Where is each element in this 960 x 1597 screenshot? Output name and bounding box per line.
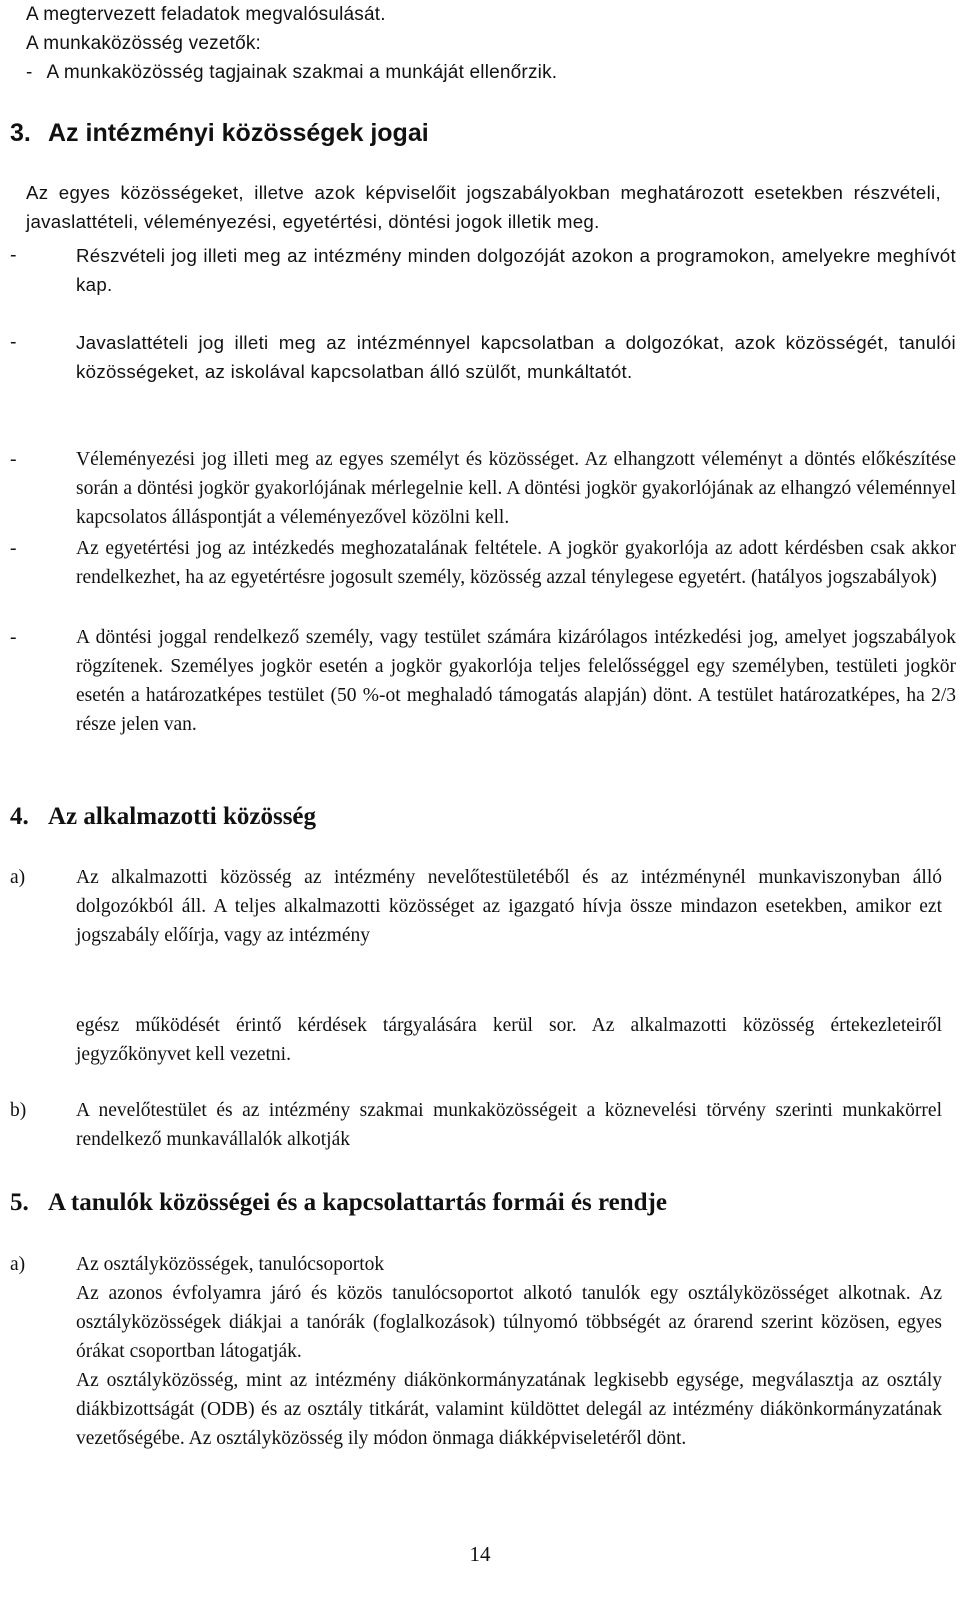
rights-item-4-text: Az egyetértési jog az intézkedés meghozatalának feltétele. A jogkör gyakorlója az adott kérdésben csak akkor rendelkezhet, ha az egyetértésre jogosult személy, közösség azzal ténylegese egyetért. (hatályos jogszabályok) bbox=[76, 538, 956, 588]
section-5-a-paragraph-2: Az osztályközösség, mint az intézmény diákönkormányzatának legkisebb egysége, megválasztja az osztály diákbizottságát (ODB) és az osztály titkárát, valamint küldöttet delegál az intézmény diákönkormányzatának vezetőségébe. Az osztályközösség ily módon önmaga diákképviseletéről dönt. bbox=[76, 1370, 942, 1449]
section-4-a-text-part1: Az alkalmazotti közösség az intézmény nevelőtestületéből és az intézménynél munkaviszonyban álló dolgozókból áll. A teljes alkalmazotti közösséget az igazgató hívja össze mindazon esetekben, amikor ezt jogszabály előírja, vagy az intézmény bbox=[76, 867, 942, 946]
rights-item-2-mark: - bbox=[10, 331, 17, 353]
intro-bullet bbox=[26, 58, 557, 87]
section-3-number: 3. bbox=[10, 119, 31, 147]
intro-line-1: A megtervezett feladatok megvalósulását. bbox=[26, 4, 386, 25]
section-5-heading bbox=[10, 1188, 667, 1218]
section-4-b-label: b) bbox=[10, 1100, 27, 1121]
intro-bullet-mark: - bbox=[26, 62, 33, 83]
section-3-heading bbox=[10, 118, 429, 148]
rights-item-5-text: A döntési joggal rendelkező személy, vagy testület számára kizárólagos intézkedési jog, amelyet jogszabályok rögzítenek. Személyes jogkör esetén a jogkör gyakorlója teljes felelősséggel egy személyben, testületi jogkör esetén a határozatképes testület (50 %-ot meghaladó támogatás alapján) dönt. A testület határozatképes, ha 2/3 része jelen van. bbox=[76, 627, 956, 735]
section-5-a-label: a) bbox=[10, 1254, 26, 1275]
section-4-number: 4. bbox=[10, 803, 29, 830]
section-4-title: Az alkalmazotti közösség bbox=[48, 803, 317, 830]
rights-item-3-text: Véleményezési jog illeti meg az egyes személyt és közösséget. Az elhangzott véleményt a döntés előkészítése során a döntési jogkör gyakorlójának mérlegelnie kell. A döntési jogkör gyakorlójának az elhangzó véleménnyel kapcsolatos álláspontját a véleményezővel közölni kell. bbox=[76, 449, 956, 528]
rights-item-1-text: Részvételi jog illeti meg az intézmény minden dolgozóját azokon a programokon, amelyekre meghívót kap. bbox=[76, 245, 956, 295]
rights-item-3-mark: - bbox=[10, 449, 17, 470]
intro-bullet-text: A munkaközösség tagjainak szakmai a munkáját ellenőrzik. bbox=[46, 62, 558, 83]
section-4-b-text: A nevelőtestület és az intézmény szakmai munkaközösségeit a köznevelési törvény szerinti munkakörrel rendelkező munkavállalók alkotják bbox=[76, 1100, 942, 1150]
rights-item-1-mark: - bbox=[10, 244, 17, 266]
section-4-a-text-part2: egész működését érintő kérdések tárgyalására kerül sor. Az alkalmazotti közösség értekezleteiről jegyzőkönyvet kell vezetni. bbox=[76, 1015, 942, 1065]
rights-item-5-mark: - bbox=[10, 627, 17, 648]
page-number: 14 bbox=[469, 1542, 491, 1566]
rights-item-4-mark: - bbox=[10, 538, 17, 559]
rights-item-2-text: Javaslattételi jog illeti meg az intézménnyel kapcsolatban a dolgozókat, azok közösségét, tanulói közösségeket, az iskolával kapcsolatban álló szülőt, munkáltatót. bbox=[76, 332, 956, 382]
section-5-number: 5. bbox=[10, 1189, 29, 1216]
section-4-heading bbox=[10, 802, 316, 832]
intro-line-2: A munkaközösség vezetők: bbox=[26, 33, 262, 54]
section-4-a-label: a) bbox=[10, 867, 26, 888]
section-3-title: Az intézményi közösségek jogai bbox=[48, 119, 429, 147]
section-3-intro-paragraph: Az egyes közösségeket, illetve azok képviselőit jogszabályokban meghatározott esetekben részvételi, javaslattételi, véleményezési, egyetértési, döntési jogok illetik meg. bbox=[26, 182, 941, 232]
section-5-a-heading: Az osztályközösségek, tanulócsoportok bbox=[76, 1254, 385, 1275]
section-5-a-paragraph-1: Az azonos évfolyamra járó és közös tanulócsoportot alkotó tanulók egy osztályközösséget alkotnak. Az osztályközösségek diákjai a tanórák (foglalkozások) túlnyomó többségét az órarend szerint közösen, egyes órákat csoportban látogatják. bbox=[76, 1283, 942, 1362]
section-5-title: A tanulók közösségei és a kapcsolattartás formái és rendje bbox=[48, 1189, 667, 1216]
